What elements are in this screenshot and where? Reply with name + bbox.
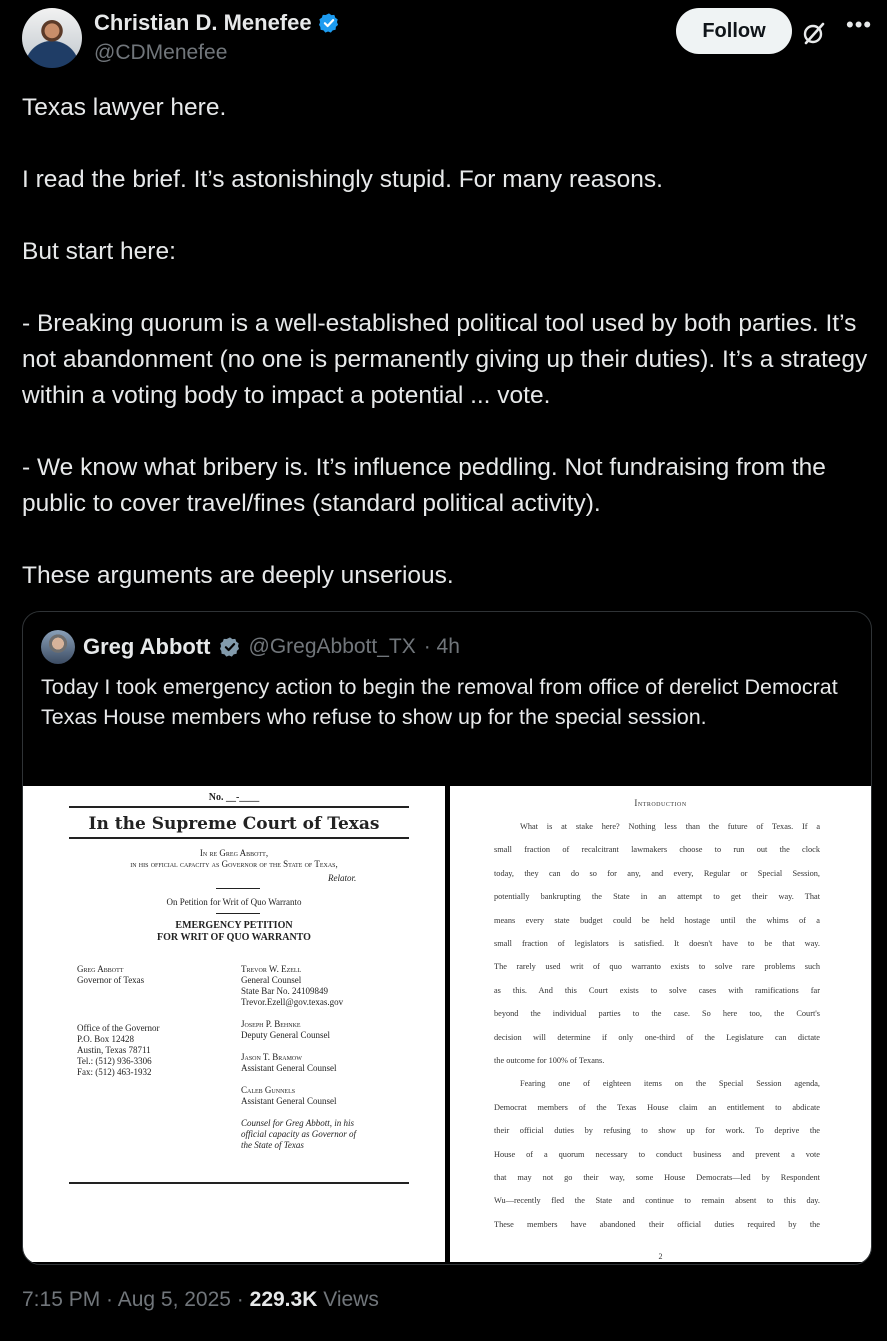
document-text-line: small fraction of legislators is satisfied. It doesn't have to be that way. [494,939,820,948]
divider [216,913,260,914]
author-handle[interactable]: @CDMenefee [94,41,228,64]
tweet-text: Texas lawyer here. I read the brief. It’s astonishingly stupid. For many reasons. But start here: - Breaking quorum is a well-established political tool used by both parties. It’s not abandonment (no one is permanently giving up their duties). It’s a strategy within a voting body to impact a potential ... vote. - We know what bribery is. It’s influence peddling. Not fundraising from the public to cover travel/fines (standard political activity). These arguments are deeply unserious. [22,94,868,589]
author-avatar[interactable] [22,8,82,68]
quoted-verified-badge-icon [219,636,241,658]
section-title: Introduction [634,798,687,808]
verified-badge-icon [318,12,340,34]
document-page-introduction[interactable] [450,786,871,1262]
petition-line: On Petition for Writ of Quo Warranto [166,897,302,907]
quoted-media[interactable] [23,786,871,1264]
document-text-line: today, they can do so for any, and every, Regular or Special Session, [494,868,820,878]
in-re-caption: In re Greg Abbott, in his official capacity as Governor of the State of Texas, [130,848,338,869]
petition-title: EMERGENCY PETITION FOR WRIT OF QUO WARRANTO [157,920,311,943]
document-text-line: House of a quorum necessary to conduct business and prevent a vote [494,1149,820,1159]
document-text-line: Wu—recently fled the State and continue to remain absent to this day. [494,1196,820,1206]
divider [69,1182,409,1184]
tweet-meta [22,1288,379,1312]
document-text-line: small fraction of recalcitrant lawmakers choose to run out the clock [494,845,820,855]
document-text-line: as this. And this Court exists to solve cases with ramifications far [494,985,820,995]
document-text-line: What is at stake here? Nothing less than the future of Texas. If a [520,822,820,831]
follow-button[interactable]: Follow [676,8,792,54]
document-text-line: The rarely used writ of quo warranto exists to solve rare problems such [494,962,820,972]
quoted-tweet-header [41,630,460,664]
author-name[interactable]: Christian D. Menefee [94,10,312,35]
grok-icon[interactable] [801,20,827,46]
document-text-line: Democrat members of the Texas House claim an entitlement to abdicate [494,1102,820,1112]
court-title: In the Supreme Court of Texas [88,814,380,834]
counsel-left-column: Greg Abbott Governor of Texas Office of the Governor P.O. Box 12428 Austin, Texas 78711 Tel.: (512) 936-3306 Fax: (512) 463-1932 [77,964,160,1077]
post-timestamp[interactable]: 7:15 PM · Aug 5, 2025 · [22,1288,250,1311]
divider [69,837,409,839]
document-text-line: potentially bankrupting the State in an attempt to get their way. That [494,892,820,902]
document-page-cover[interactable] [23,786,445,1262]
views-count: 229.3K [249,1288,318,1311]
quoted-author-name[interactable]: Greg Abbott [83,634,211,659]
divider [216,888,260,889]
quoted-tweet-text: Today I took emergency action to begin the removal from office of derelict Democrat Texas House members who refuse to show up for the special session. [41,675,838,729]
relator-label: Relator. [328,873,357,883]
document-text-line: decision will determine if only one-third of the Legislature can dictate [494,1032,820,1042]
document-text-line: These members have abandoned their official duties required by the [494,1219,820,1229]
author-name-line [94,10,340,36]
document-text-line: the outcome for 100% of Texans. [494,1056,605,1065]
counsel-right-column: Trevor W. Ezell General Counsel State Bar No. 24109849 Trevor.Ezell@gov.texas.gov Joseph P. Behnke Deputy General Counsel Jason T. Bramow Assistant General Counsel Caleb Gunnels Assistant General Counsel Counsel for Greg Abbott, in his official capacity as Governor of the State of Texas [241,964,356,1150]
document-text-line: their official duties by refusing to show up for work. To deprive the [494,1126,820,1136]
document-text-line: Fearing one of eighteen items on the Special Session agenda, [520,1079,820,1089]
document-text-line: means every state budget could be held hostage until the whims of a [494,915,820,925]
document-text-line: beyond the individual parties to the case. So here too, the Court's [494,1009,820,1019]
quoted-time[interactable]: · 4h [423,635,460,658]
divider [69,806,409,808]
page-number: 2 [658,1252,663,1261]
views-label: Views [317,1288,379,1311]
document-text-line: that may not go their way, some House Democrats—led by Respondent [494,1173,820,1182]
more-icon[interactable]: ••• [846,12,873,37]
case-number: No. __-____ [208,792,260,803]
quoted-tweet[interactable] [22,611,872,1265]
tweet-header [22,8,872,70]
quoted-author-avatar[interactable] [41,630,75,664]
quoted-author-handle[interactable]: @GregAbbott_TX [248,635,416,658]
